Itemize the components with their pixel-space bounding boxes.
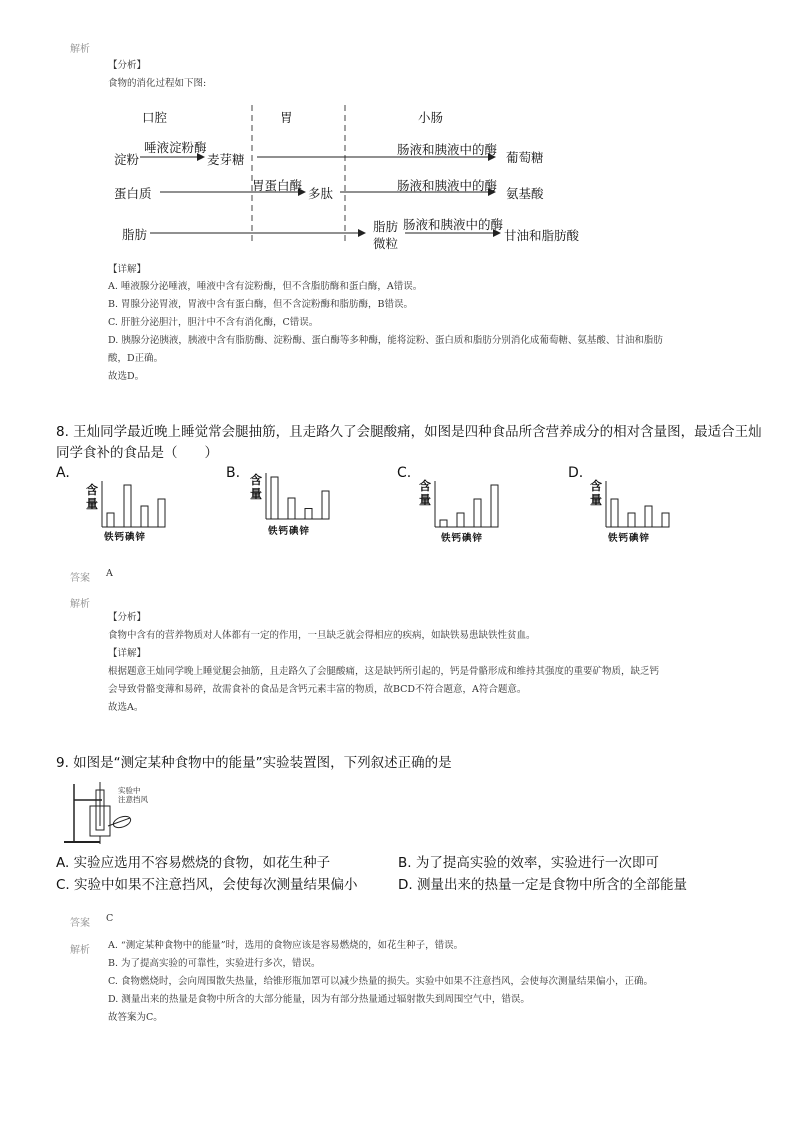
top-line-3: D. 胰腺分泌胰液，胰液中含有脂肪酶、淀粉酶、蛋白酶等多种酶，能将淀粉、蛋白质和脂肪分别消化成葡萄糖、氨基酸、甘油和脂肪: [108, 335, 663, 346]
q9-figure-note-2: 注意挡风: [118, 795, 148, 804]
top-line-2: C. 肝脏分泌胆汁，胆汁中不含有消化酶，C错误。: [108, 317, 319, 328]
q8-chart-d: [590, 475, 710, 547]
top-line-0: A. 唾液腺分泌唾液，唾液中含有淀粉酶，但不含脂肪酶和蛋白酶，A错误。: [108, 281, 423, 292]
q8-stem-2: 同学食补的食品是（ ）: [56, 445, 218, 461]
q8-b-xlabels: 铁钙碘锌: [268, 526, 311, 537]
q8-a-ylabel-2: 量: [86, 497, 99, 511]
q9-line-4: 故答案为C。: [108, 1012, 163, 1023]
chart-bar: [305, 509, 312, 520]
q8-b-ylabel-1: 含: [250, 473, 263, 487]
chart-bar: [474, 499, 481, 527]
chart-bar: [662, 513, 669, 527]
region-stomach: 胃: [280, 110, 293, 125]
chart-bar: [124, 485, 131, 527]
row3-enzyme2: 肠液和胰液中的酶: [403, 217, 504, 232]
q9-option-c[interactable]: C. 实验中如果不注意挡风，会使每次测量结果偏小: [56, 877, 358, 893]
q8-option-a[interactable]: [56, 465, 206, 545]
q8-jiexi-label: 解析: [70, 599, 90, 610]
q9-apparatus-figure: [60, 780, 170, 850]
q8-answer: A: [106, 568, 113, 579]
row2-end: 氨基酸: [506, 186, 544, 201]
q9-jiexi-label: 解析: [70, 945, 90, 956]
q8-line-2: 故选A。: [108, 702, 144, 713]
chart-bar: [288, 498, 295, 519]
q8-option-a-letter: A.: [56, 465, 70, 481]
q8-line-0: 根据题意王灿同学晚上睡觉腿会抽筋，且走路久了会腿酸痛，这是缺钙所引起的，钙是骨骼形成和维持其强度的重要矿物质，缺乏钙: [108, 666, 660, 677]
q9-stem: 9. 如图是“测定某种食物中的能量”实验装置图，下列叙述正确的是: [56, 755, 452, 771]
q8-option-b-letter: B.: [226, 465, 241, 481]
q8-d-xlabels: 铁钙碘锌: [608, 533, 651, 544]
chart-bar: [158, 499, 165, 527]
chart-bar: [645, 506, 652, 527]
q8-b-ylabel-2: 量: [250, 487, 263, 501]
row1-enzyme2: 肠液和胰液中的酶: [397, 142, 498, 157]
xiangjie-tag: 【详解】: [108, 264, 147, 275]
row1-mid: 麦芽糖: [207, 152, 245, 167]
row1-start: 淀粉: [114, 152, 140, 167]
row2-enzyme1: 胃蛋白酶: [252, 178, 303, 193]
fenxi-tag: 【分析】: [108, 60, 147, 71]
q8-d-ylabel-1: 含: [590, 479, 603, 493]
chart-bar: [322, 491, 329, 519]
row3-end: 甘油和脂肪酸: [504, 228, 580, 243]
q8-option-c-letter: C.: [397, 465, 412, 481]
row3-mid-1: 脂肪: [373, 219, 399, 234]
region-small-intestine: 小肠: [418, 110, 444, 125]
q9-line-3: D. 测量出来的热量是食物中所含的大部分能量，因为有部分热量通过辐射散失到周围空气中，错误。: [108, 994, 530, 1005]
q8-option-d-letter: D.: [568, 465, 584, 481]
q8-option-c[interactable]: [397, 465, 547, 545]
q8-a-xlabels: 铁钙碘锌: [104, 532, 147, 543]
digestion-diagram: [100, 100, 620, 260]
q8-chart-a: [86, 475, 206, 545]
jiexi-label: 解析: [70, 44, 90, 55]
q8-c-ylabel-1: 含: [419, 479, 432, 493]
q8-fenxi-text: 食物中含有的营养物质对人体都有一定的作用，一旦缺乏就会得相应的疾病，如缺铁易患缺铁性贫血。: [108, 630, 536, 641]
q8-c-xlabels: 铁钙碘锌: [441, 533, 484, 544]
q8-c-ylabel-2: 量: [419, 493, 432, 507]
chart-bar: [141, 506, 148, 527]
chart-bar: [107, 513, 114, 527]
q8-d-ylabel-2: 量: [590, 493, 603, 507]
fenxi-text: 食物的消化过程如下图:: [108, 78, 207, 89]
q9-option-d[interactable]: D. 测量出来的热量一定是食物中所含的全部能量: [398, 877, 687, 893]
row2-start: 蛋白质: [114, 186, 152, 201]
chart-bar: [440, 520, 447, 527]
q9-option-b[interactable]: B. 为了提高实验的效率，实验进行一次即可: [398, 855, 659, 871]
top-line-5: 故选D。: [108, 371, 145, 382]
q9-line-1: B. 为了提高实验的可靠性，实验进行多次，错误。: [108, 958, 321, 969]
q9-option-a[interactable]: A. 实验应选用不容易燃烧的食物，如花生种子: [56, 855, 331, 871]
row2-mid: 多肽: [308, 186, 334, 201]
row3-start: 脂肪: [122, 227, 148, 242]
q9-answer-label: 答案: [70, 918, 90, 929]
q8-xiangjie-tag: 【详解】: [108, 648, 147, 659]
q9-answer: C: [106, 913, 114, 924]
q9-line-0: A. “测定某种食物中的能量”时，选用的食物应该是容易燃烧的，如花生种子，错误。: [108, 940, 464, 951]
q8-stem-1: 8. 王灿同学最近晚上睡觉常会腿抽筋，且走路久了会腿酸痛，如图是四种食品所含营养成分的相对含量图，最适合王灿: [56, 424, 762, 440]
chart-bar: [491, 485, 498, 527]
row2-enzyme2: 肠液和胰液中的酶: [397, 178, 498, 193]
q8-fenxi-tag: 【分析】: [108, 612, 147, 623]
q8-a-ylabel-1: 含: [86, 483, 99, 497]
row1-enzyme1: 唾液淀粉酶: [144, 140, 207, 155]
q9-line-2: C. 食物燃烧时，会向周围散失热量，给锥形瓶加罩可以减少热量的损失。实验中如果不注意挡风，会使每次测量结果偏小，正确。: [108, 976, 653, 987]
q8-chart-b: [250, 467, 370, 539]
chart-bar: [271, 477, 278, 519]
q8-option-b[interactable]: [226, 465, 376, 545]
row3-mid-2: 微粒: [373, 236, 399, 251]
q9-figure-note-1: 实验中: [118, 786, 141, 795]
chart-bar: [457, 513, 464, 527]
region-mouth: 口腔: [142, 110, 168, 125]
chart-bar: [628, 513, 635, 527]
q8-chart-c: [419, 475, 539, 547]
q8-answer-label: 答案: [70, 573, 90, 584]
row1-end: 葡萄糖: [506, 150, 544, 165]
top-line-1: B. 胃腺分泌胃液，胃液中含有蛋白酶，但不含淀粉酶和脂肪酶，B错误。: [108, 299, 414, 310]
q8-option-d[interactable]: [568, 465, 718, 545]
q8-line-1: 会导致骨骼变薄和易碎，故需食补的食品是含钙元素丰富的物质，故BCD不符合题意，A符合题意。: [108, 684, 527, 695]
chart-bar: [611, 499, 618, 527]
top-line-4: 酸，D正确。: [108, 353, 164, 364]
